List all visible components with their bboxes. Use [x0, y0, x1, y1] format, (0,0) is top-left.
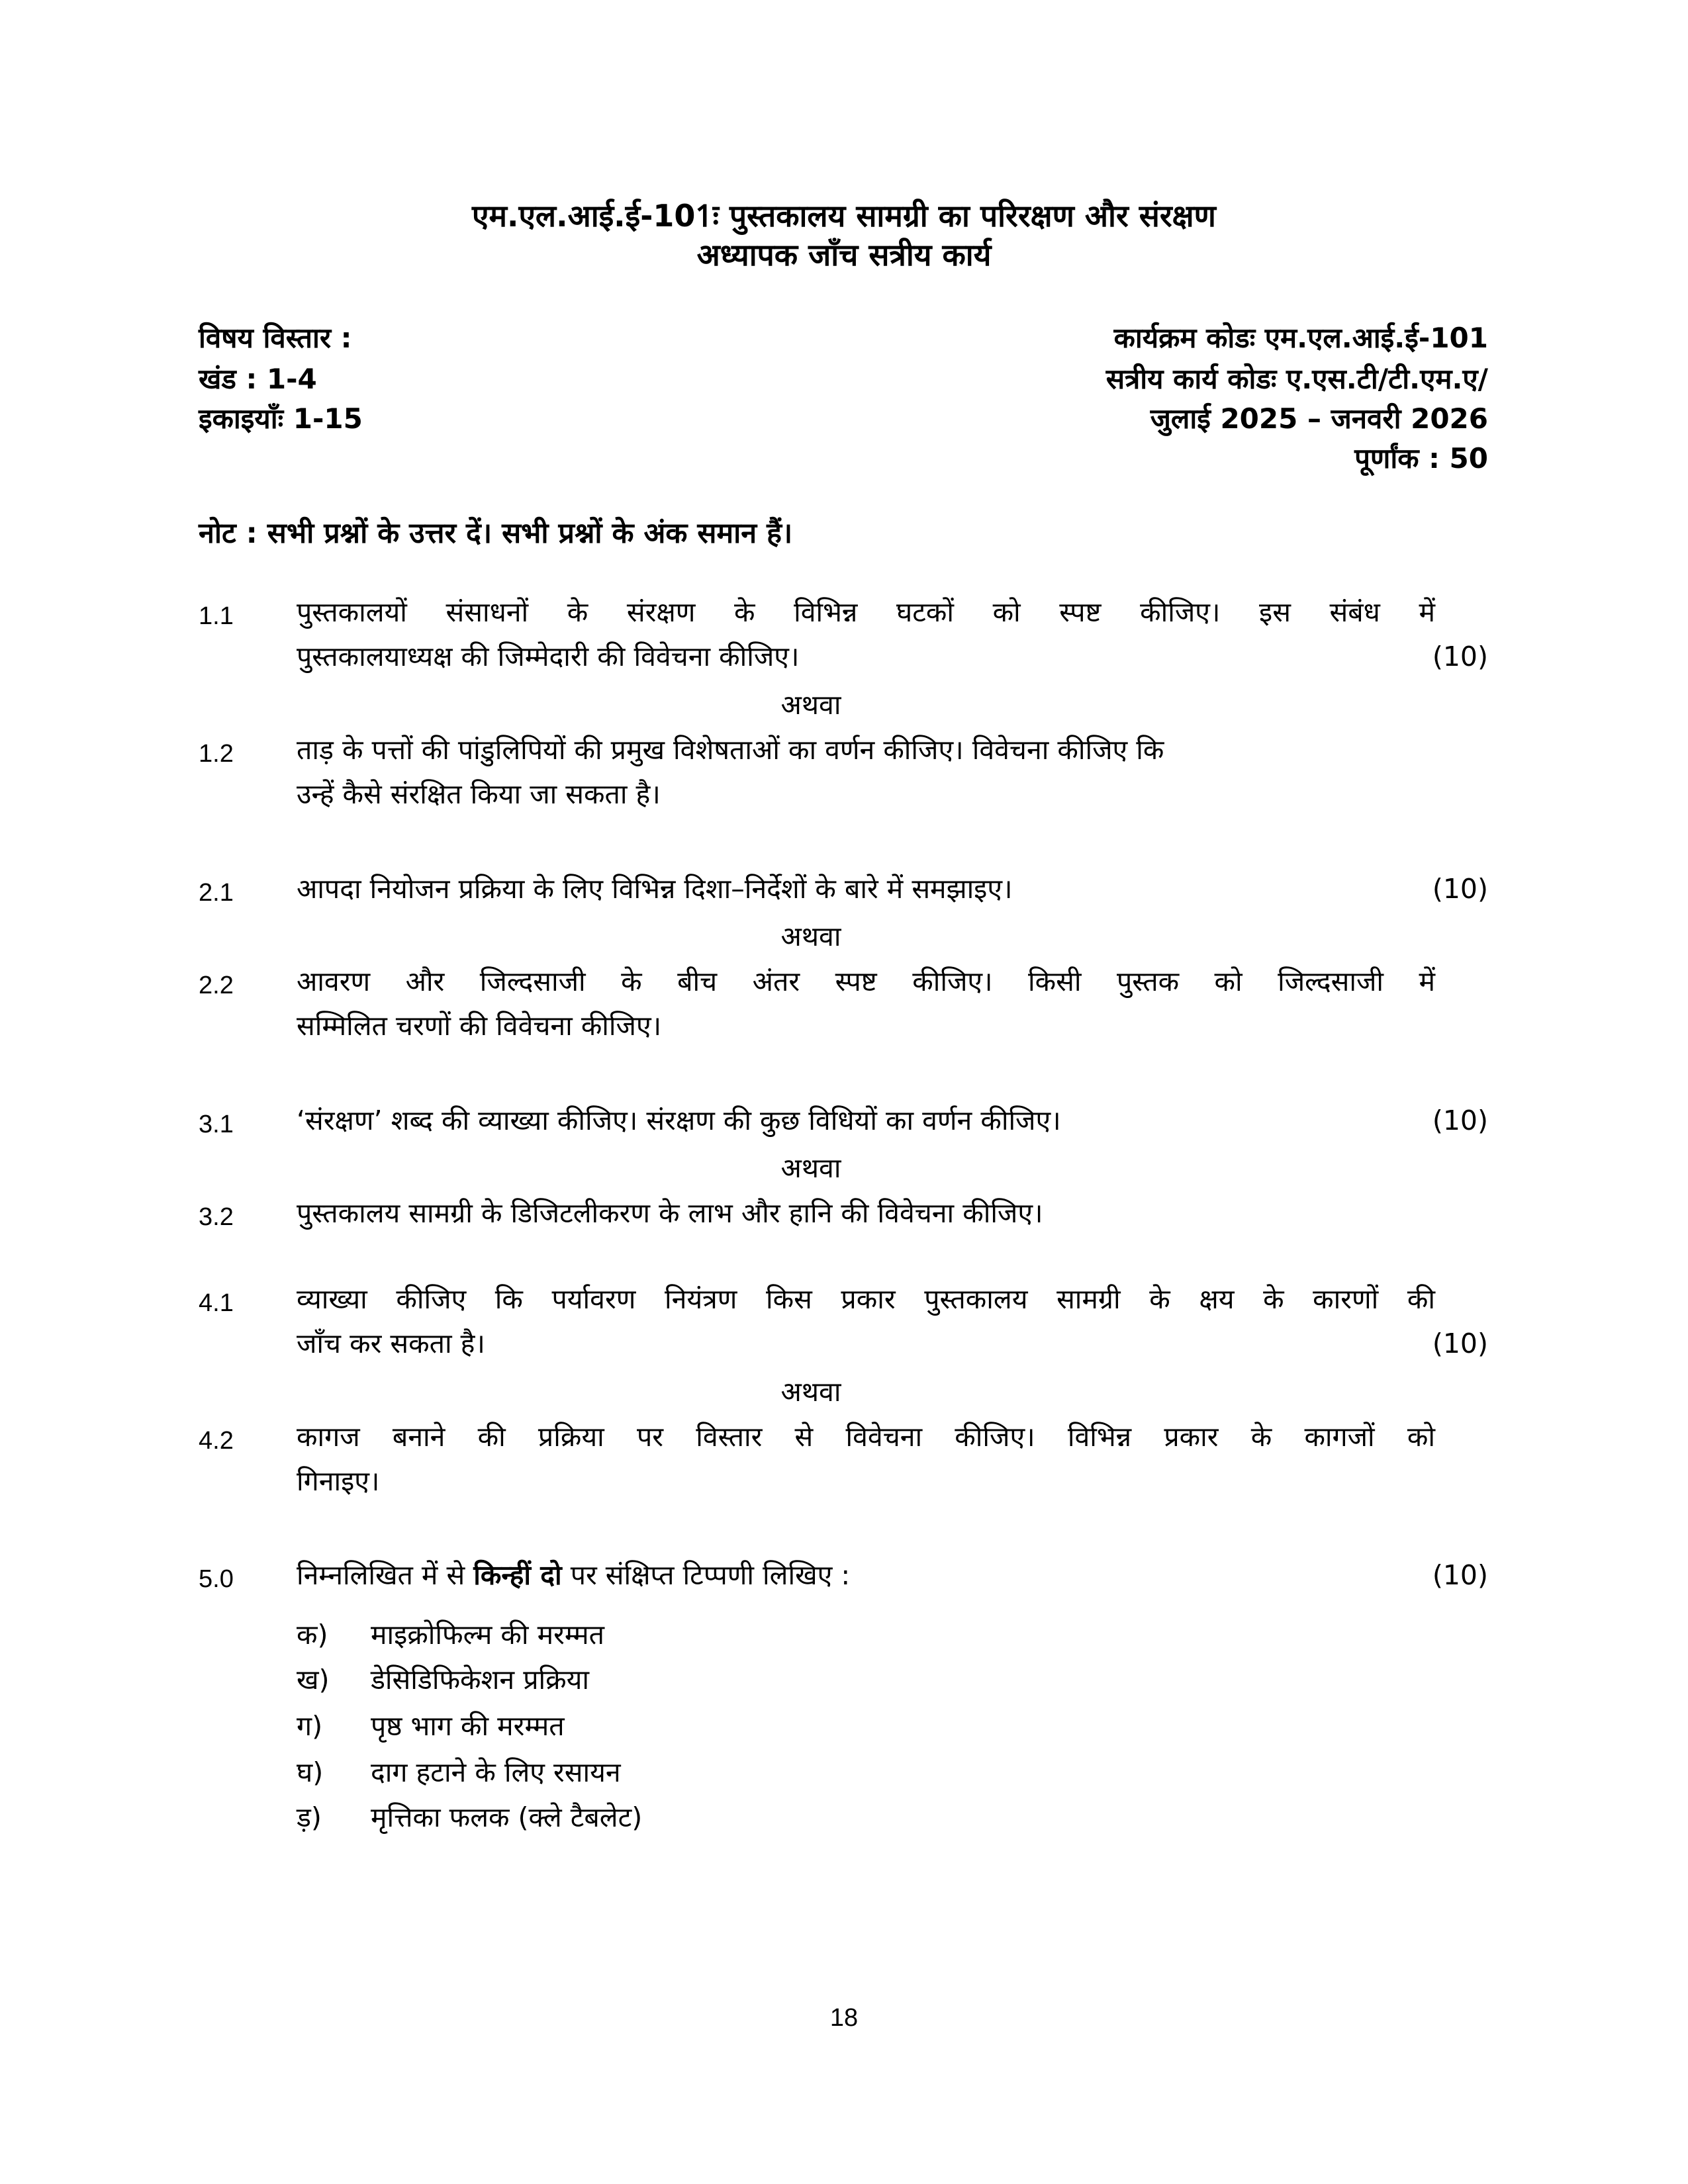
question-text: पुस्तकालय सामग्री के डिजिटलीकरण के लाभ और हानि की विवेचना कीजिए। [297, 1197, 1043, 1229]
question-number: 2.1 [199, 879, 234, 907]
question-text: सम्मिलित चरणों की विवेचना कीजिए। [297, 1010, 662, 1042]
subject-coverage-label: विषय विस्तार : [199, 322, 352, 354]
session-dates: जुलाई 2025 – जनवरी 2026 [1150, 402, 1488, 435]
question-marks: (10) [1432, 1559, 1488, 1591]
question-number: 5.0 [199, 1565, 234, 1593]
question-text: ताड़ के पत्तों की पांडुलिपियों की प्रमुख विशेषताओं का वर्णन कीजिए। विवेचना कीजिए कि [297, 734, 1164, 766]
question-number: 4.1 [199, 1289, 234, 1317]
course-title: एम.एल.आई.ई-101ः पुस्तकालय सामग्री का परिरक्षण और संरक्षण [472, 198, 1216, 234]
question-text: गिनाइए। [297, 1465, 380, 1497]
sub-item-label: क) [297, 1619, 328, 1651]
max-marks: पूर्णांक : 50 [1354, 442, 1488, 475]
or-separator: अथवा [780, 689, 841, 721]
page-number: 18 [829, 2004, 859, 2032]
question-text: कागज बनाने की प्रक्रिया पर विस्तार से विवेचना कीजिए। विभिन्न प्रकार के कागजों को [297, 1421, 1435, 1453]
question-text: आपदा नियोजन प्रक्रिया के लिए विभिन्न दिशा–निर्देशों के बारे में समझाइए। [297, 873, 1013, 905]
question-number: 1.2 [199, 740, 234, 768]
question-text: उन्हें कैसे संरक्षित किया जा सकता है। [297, 778, 661, 810]
question-marks: (10) [1432, 873, 1488, 905]
question-text: ‘संरक्षण’ शब्द की व्याख्या कीजिए। संरक्षण की कुछ विधियों का वर्णन कीजिए। [297, 1105, 1061, 1136]
assignment-code: सत्रीय कार्य कोडः ए.एस.टी/टी.एम.ए/ [1105, 363, 1488, 395]
assignment-type-title: अध्यापक जाँच सत्रीय कार्य [696, 237, 992, 273]
question-marks: (10) [1432, 641, 1488, 672]
question-text-emphasis: किन्हीं दो [473, 1559, 562, 1591]
question-marks: (10) [1432, 1328, 1488, 1359]
question-text: व्याख्या कीजिए कि पर्यावरण नियंत्रण किस प्रकार पुस्तकालय सामग्री के क्षय के कारणों की [297, 1283, 1435, 1315]
sub-item-label: ग) [297, 1710, 323, 1742]
question-text: आवरण और जिल्दसाजी के बीच अंतर स्पष्ट कीजिए। किसी पुस्तक को जिल्दसाजी में [297, 966, 1435, 997]
question-number: 4.2 [199, 1427, 234, 1455]
sub-item-label: ख) [297, 1664, 330, 1696]
question-text: पुस्तकालयों संसाधनों के संरक्षण के विभिन्न घटकों को स्पष्ट कीजिए। इस संबंध में [297, 596, 1435, 628]
instructions-note: नोट : सभी प्रश्नों के उत्तर दें। सभी प्रश्नों के अंक समान हैं। [199, 517, 793, 550]
block-range: खंड : 1-4 [199, 363, 317, 395]
question-number: 3.2 [199, 1203, 234, 1231]
or-separator: अथवा [780, 921, 841, 952]
question-number: 3.1 [199, 1111, 234, 1138]
sub-item-text: डेसिडिफिकेशन प्रक्रिया [371, 1664, 590, 1696]
program-code: कार्यक्रम कोडः एम.एल.आई.ई-101 [1113, 322, 1488, 354]
question-marks: (10) [1432, 1105, 1488, 1136]
question-number: 2.2 [199, 972, 234, 999]
sub-item-label: ड़) [297, 1801, 322, 1833]
unit-range: इकाइयाँः 1-15 [199, 402, 363, 435]
question-text-after: पर संक्षिप्त टिप्पणी लिखिए : [561, 1559, 851, 1591]
sub-item-text: दाग हटाने के लिए रसायन [371, 1756, 621, 1788]
question-text: पुस्तकालयाध्यक्ष की जिम्मेदारी की विवेचना कीजिए। [297, 641, 800, 672]
sub-item-label: घ) [297, 1756, 324, 1788]
question-text [297, 1559, 851, 1591]
question-text: जाँच कर सकता है। [297, 1328, 485, 1359]
sub-item-text: माइक्रोफिल्म की मरम्मत [371, 1619, 604, 1651]
sub-item-text: मृत्तिका फलक (क्ले टैबलेट) [371, 1801, 643, 1833]
or-separator: अथवा [780, 1152, 841, 1184]
question-text-before: निम्नलिखित में से [297, 1559, 474, 1591]
question-number: 1.1 [199, 602, 234, 630]
sub-item-text: पृष्ठ भाग की मरम्मत [371, 1710, 565, 1742]
or-separator: अथवा [780, 1376, 841, 1408]
